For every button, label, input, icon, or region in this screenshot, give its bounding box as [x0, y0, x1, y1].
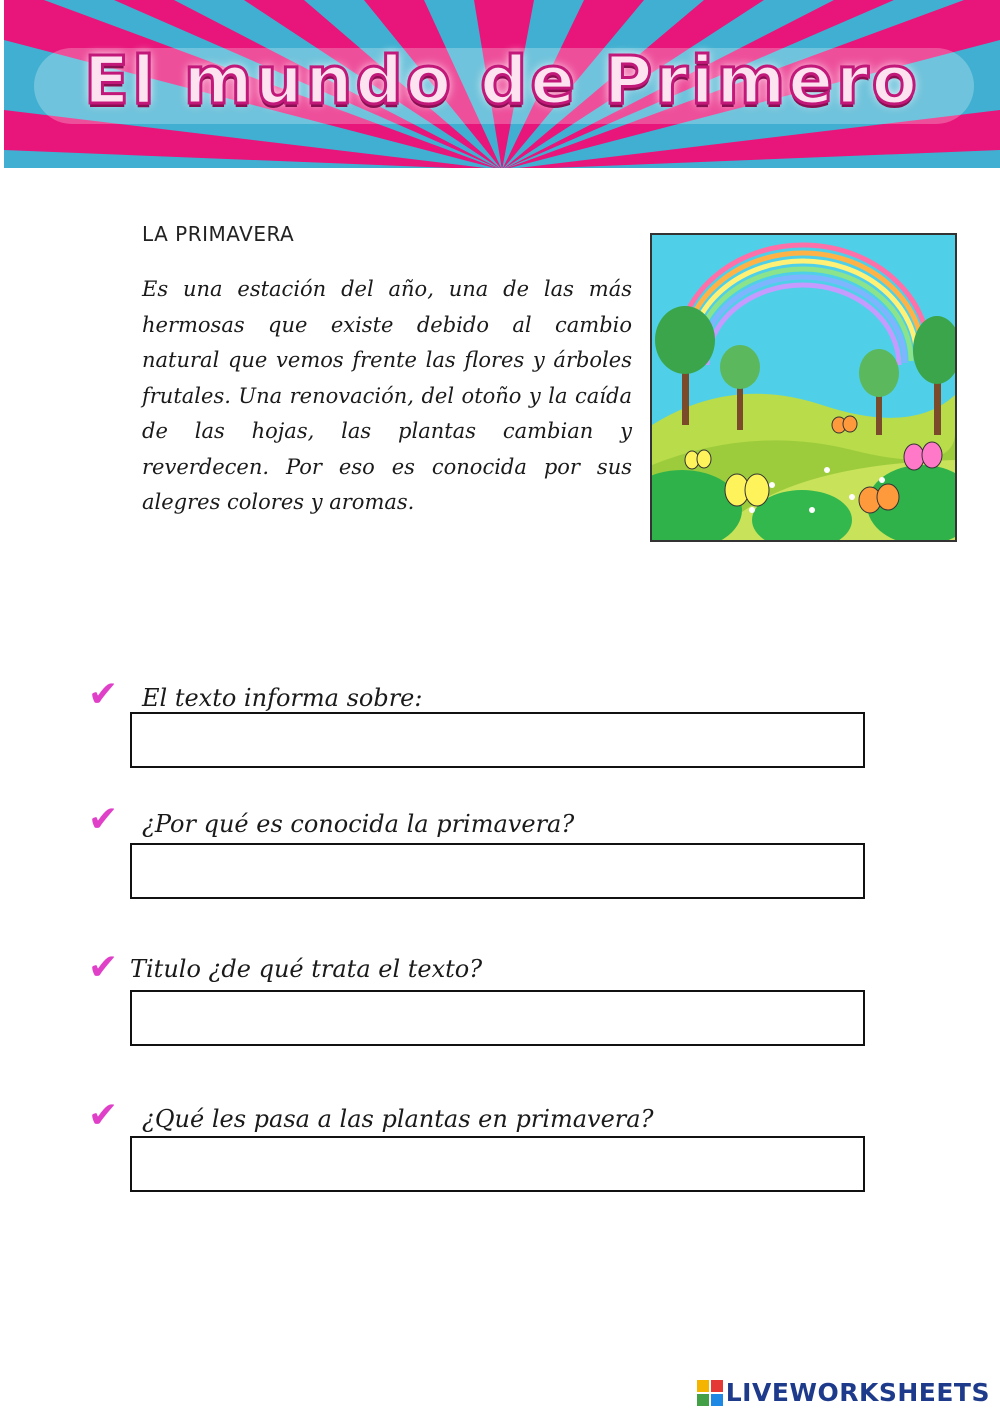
liveworksheets-logo-icon	[697, 1380, 723, 1406]
question-3-text: Titulo ¿de qué trata el texto?	[130, 955, 483, 983]
answer-1-input[interactable]	[130, 712, 865, 768]
footer-brand	[697, 1378, 990, 1407]
footer-brand-text: LIVEWORKSHEETS	[725, 1378, 990, 1407]
check-icon: ✔	[88, 947, 119, 988]
answer-2-input[interactable]	[130, 843, 865, 899]
spring-landscape-illustration	[652, 235, 955, 540]
question-2-text: ¿Por qué es conocida la primavera?	[142, 810, 575, 838]
banner-title: El mundo de Primero	[84, 42, 920, 119]
reading-text: Es una estación del año, una de las más hermosas que existe debido al cambio natural que vemos frente las flores y árboles frutales. Una renovación, del otoño y la caída de las hojas, las plantas cambian y reverdecen. Por eso es conocida por sus alegres colores y aromas.	[142, 277, 632, 514]
answer-4-input[interactable]	[130, 1136, 865, 1192]
question-4-text: ¿Qué les pasa a las plantas en primavera?	[142, 1105, 654, 1133]
answer-3-input[interactable]	[130, 990, 865, 1046]
question-1-text: El texto informa sobre:	[142, 684, 423, 712]
header-banner	[4, 0, 1000, 168]
reading-title: LA PRIMAVERA	[142, 222, 295, 246]
check-icon: ✔	[88, 799, 119, 840]
check-icon: ✔	[88, 1095, 119, 1136]
spring-picture	[650, 233, 957, 542]
check-icon: ✔	[88, 674, 119, 715]
